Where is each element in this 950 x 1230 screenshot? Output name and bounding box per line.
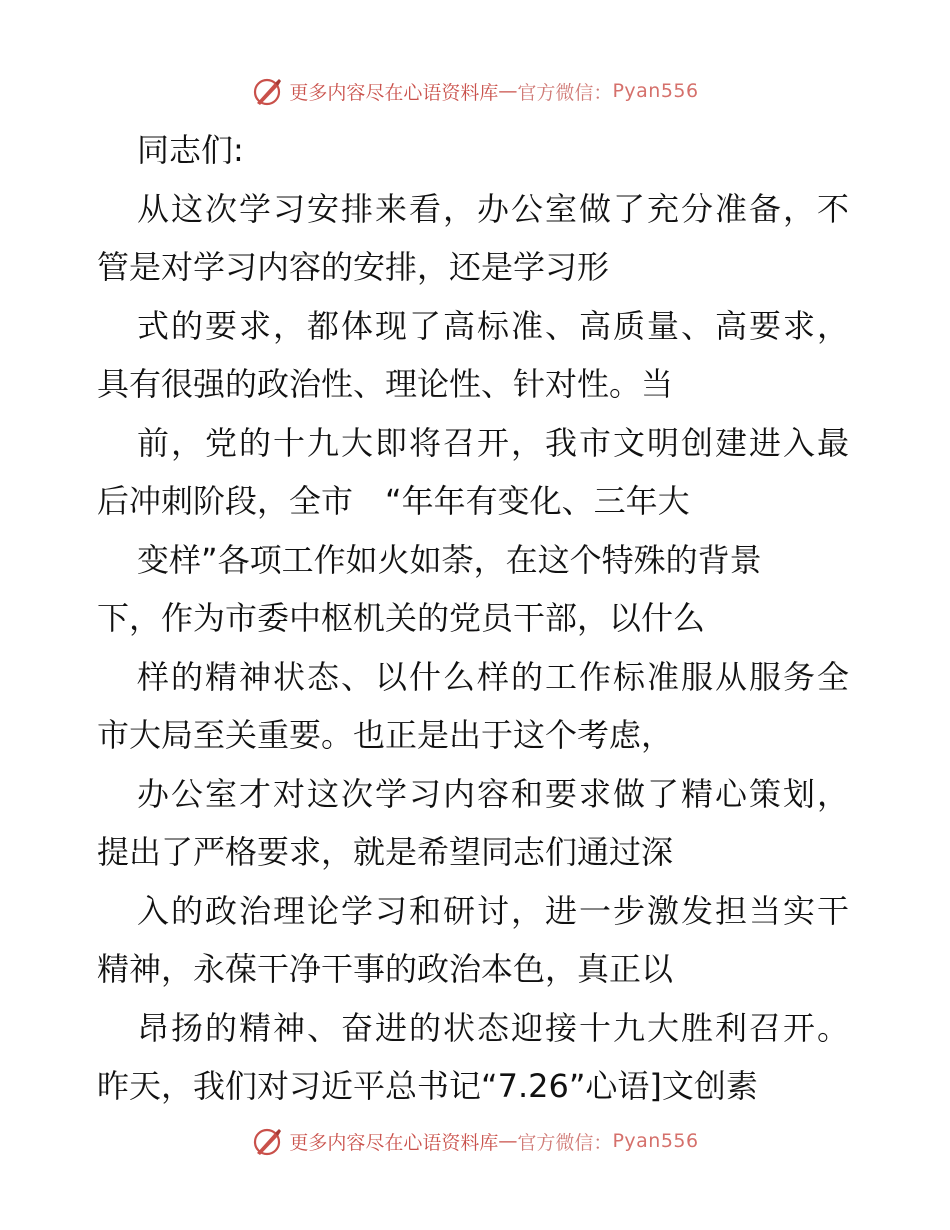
pen-circle-logo-icon — [251, 1125, 283, 1157]
text-line: 从这次学习安排来看，办公室做了充分准备，不 — [137, 189, 849, 228]
banner-account: Pyan556 — [612, 80, 699, 102]
text-line: 入的政治理论学习和研讨，进一步激发担当实干 — [137, 891, 849, 930]
text-line: 管是对学习内容的安排，还是学习形 — [97, 248, 610, 286]
footer-banner — [0, 1121, 950, 1161]
banner-wechat-label: 官方微信： — [517, 1131, 613, 1154]
banner-separator: — — [498, 1130, 518, 1152]
text-line: 市大局至关重要。也正是出于这个考虑， — [97, 716, 674, 754]
text-line: 变样”各项工作如火如荼，在这个特殊的背景 — [137, 540, 762, 579]
text-line: 昨天，我们对习近平总书记“7.26”心语]文创素 — [97, 1067, 758, 1105]
banner-account: Pyan556 — [612, 1130, 699, 1152]
header-banner — [0, 71, 950, 111]
text-line: 后冲刺阶段，全市 “年年有变化、三年大 — [97, 482, 690, 520]
text-line: 办公室才对这次学习内容和要求做了精心策划， — [137, 774, 849, 813]
text-line: 昂扬的精神、奋进的状态迎接十九大胜利召开。 — [137, 1008, 849, 1047]
banner-title: 更多内容尽在心语资料库 — [289, 1131, 499, 1154]
text-line: 式的要求，都体现了高标准、高质量、高要求， — [137, 306, 849, 345]
text-line: 前，党的十九大即将召开，我市文明创建进入最 — [137, 423, 849, 462]
banner-title: 更多内容尽在心语资料库 — [289, 81, 499, 104]
text-line: 样的精神状态、以什么样的工作标准服从服务全 — [137, 657, 849, 696]
text-line: 具有很强的政治性、理论性、针对性。当 — [97, 365, 674, 403]
text-line: 提出了严格要求，就是希望同志们通过深 — [97, 833, 674, 871]
text-line: 下，作为市委中枢机关的党员干部，以什么 — [97, 599, 706, 637]
banner-wechat-label: 官方微信： — [517, 81, 613, 104]
text-line: 精神，永葆干净干事的政治本色，真正以 — [97, 950, 674, 988]
text-line: 同志们: — [137, 131, 244, 169]
pen-circle-logo-icon — [251, 75, 283, 107]
banner-separator: — — [498, 80, 518, 102]
document-body — [97, 121, 857, 1116]
